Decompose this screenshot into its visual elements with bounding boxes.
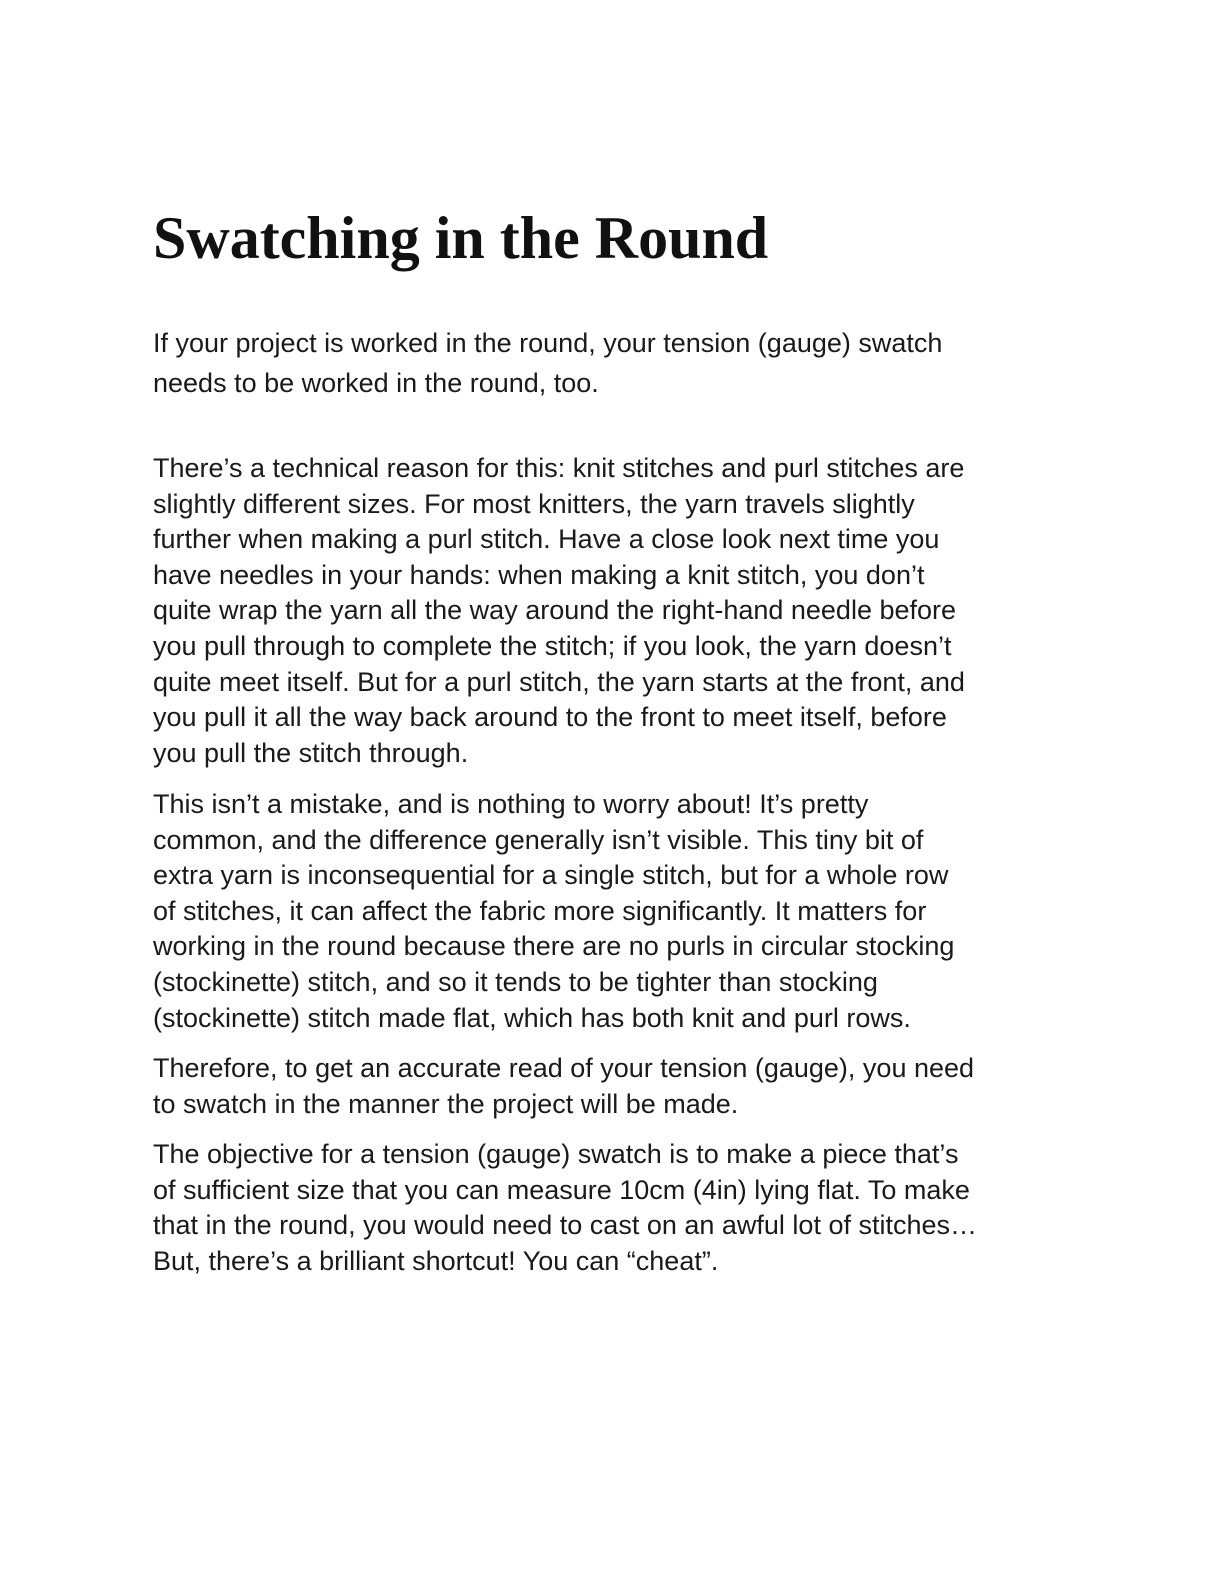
text-line: This isn’t a mistake, and is nothing to worry about! It’s pretty — [153, 789, 869, 819]
text-line: to swatch in the manner the project will be made. — [153, 1088, 739, 1119]
paragraph-not-a-mistake — [153, 787, 1073, 1036]
text-line: quite meet itself. But for a purl stitch, the yarn starts at the front, and — [153, 666, 965, 697]
text-line: If your project is worked in the round, your tension (gauge) swatch — [153, 328, 943, 358]
text-line: common, and the difference generally isn’t visible. This tiny bit of — [153, 824, 924, 855]
text-line: (stockinette) stitch made flat, which has both knit and purl rows. — [153, 1002, 911, 1033]
text-line: you pull the stitch through. — [153, 737, 469, 768]
text-line: Therefore, to get an accurate read of your tension (gauge), you need — [153, 1053, 975, 1083]
text-line: you pull it all the way back around to the front to meet itself, before — [153, 702, 947, 733]
text-line: The objective for a tension (gauge) swatch is to make a piece that’s — [153, 1139, 959, 1169]
text-line: There’s a technical reason for this: knit stitches and purl stitches are — [153, 453, 965, 483]
text-line: slightly different sizes. For most knitters, the yarn travels slightly — [153, 488, 915, 519]
text-line: needs to be worked in the round, too. — [153, 368, 599, 398]
text-line: of sufficient size that you can measure 10cm (4in) lying flat. To make — [153, 1174, 970, 1205]
text-line: quite wrap the yarn all the way around the right-hand needle before — [153, 595, 957, 626]
text-line: that in the round, you would need to cast on an awful lot of stitches… — [153, 1210, 978, 1241]
page-title: Swatching in the Round — [153, 205, 769, 271]
text-line: working in the round because there are no purls in circular stocking — [153, 931, 955, 962]
text-line: extra yarn is inconsequential for a single stitch, but for a whole row — [153, 860, 949, 891]
text-line: of stitches, it can affect the fabric more significantly. It matters for — [153, 895, 927, 926]
paragraph-objective — [153, 1137, 1073, 1279]
paragraph-intro — [153, 323, 1073, 403]
text-line: have needles in your hands: when making a knit stitch, you don’t — [153, 559, 925, 590]
paragraph-therefore — [153, 1051, 1073, 1122]
text-line: (stockinette) stitch, and so it tends to be tighter than stocking — [153, 966, 878, 997]
text-line: you pull through to complete the stitch; if you look, the yarn doesn’t — [153, 630, 952, 661]
text-line: further when making a purl stitch. Have a close look next time you — [153, 524, 940, 555]
paragraph-technical-reason — [153, 451, 1073, 771]
text-line: But, there’s a brilliant shortcut! You can “cheat”. — [153, 1245, 719, 1276]
